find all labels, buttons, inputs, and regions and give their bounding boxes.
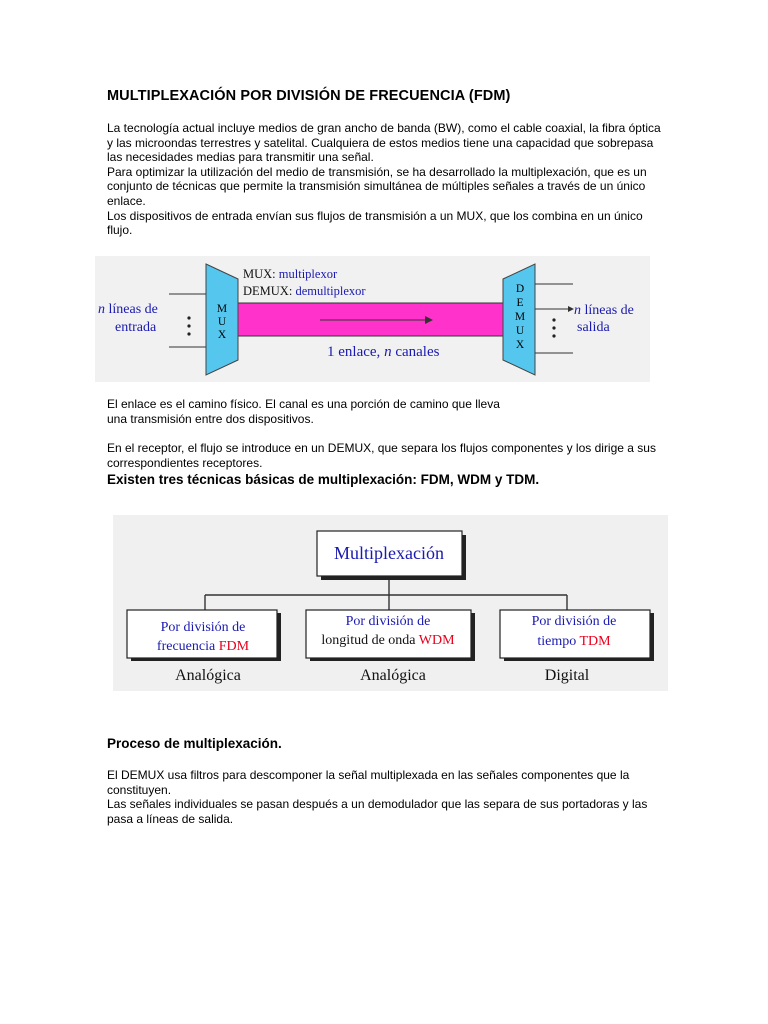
techniques-heading: Existen tres técnicas básicas de multiplexación: FDM, WDM y TDM. bbox=[107, 472, 540, 487]
demux-caption: DEMUX: demultiplexor bbox=[243, 284, 366, 298]
output-dot bbox=[552, 326, 555, 329]
input-lines-label: n líneas de bbox=[98, 302, 158, 317]
receiver-paragraph bbox=[107, 441, 667, 470]
technique-line1: Por división de bbox=[345, 614, 431, 629]
demux-letter: U bbox=[515, 325, 525, 337]
demux-letter: M bbox=[514, 311, 526, 323]
intro-paragraph: Para optimizar la utilización del medio de transmisión, se ha desarrollado la multiplexación, que es un conjunto de técnicas que permite la transmisión simultánea de múltiples señales a través de un único enlace. bbox=[107, 164, 647, 208]
mux-letter: M bbox=[216, 303, 228, 315]
process-paragraph: Las señales individuales se pasan después a un demodulador que las separa de sus portadoras y las pasa a líneas de salida. bbox=[107, 797, 648, 826]
input-dot bbox=[187, 324, 190, 327]
intro-paragraphs bbox=[107, 121, 667, 238]
input-dot bbox=[187, 332, 190, 335]
output-lines-label: n líneas de bbox=[574, 303, 634, 318]
mux-letter: U bbox=[217, 316, 227, 328]
demux-letter: D bbox=[515, 283, 525, 295]
technique-line1: Por división de bbox=[160, 620, 246, 635]
technique-kind: Digital bbox=[544, 667, 590, 684]
process-heading: Proceso de multiplexación. bbox=[107, 736, 282, 751]
demux-letter: E bbox=[516, 297, 524, 309]
multiplexing-types-diagram bbox=[113, 515, 668, 691]
output-dot bbox=[552, 318, 555, 321]
output-dot bbox=[552, 334, 555, 337]
technique-line1: Por división de bbox=[531, 614, 617, 629]
mux-demux-diagram bbox=[95, 256, 650, 382]
technique-line2: longitud de onda WDM bbox=[321, 633, 455, 648]
root-label: Multiplexación bbox=[334, 543, 444, 563]
input-dot bbox=[187, 316, 190, 319]
technique-kind: Analógica bbox=[175, 667, 241, 684]
intro-paragraph: La tecnología actual incluye medios de gran ancho de banda (BW), como el cable coaxial, la fibra óptica y las microondas terrestres y satelital. Cualquiera de estos medios tiene una capacidad que sobrepasa las necesidades medias para transmitir una señal. bbox=[107, 121, 661, 165]
receiver-text: En el receptor, el flujo se introduce en un DEMUX, que separa los flujos componentes y los dirige a sus correspondientes receptores. bbox=[107, 441, 656, 470]
mux-caption: MUX: multiplexor bbox=[243, 267, 338, 281]
intro-paragraph: Los dispositivos de entrada envían sus flujos de transmisión a un MUX, que los combina en un único flujo. bbox=[107, 208, 643, 238]
demux-letter: X bbox=[515, 339, 525, 351]
process-paragraphs bbox=[107, 768, 667, 826]
technique-line2: tiempo TDM bbox=[537, 634, 611, 649]
page-title: MULTIPLEXACIÓN POR DIVISIÓN DE FRECUENCIA (FDM) bbox=[107, 88, 511, 104]
technique-kind: Analógica bbox=[360, 667, 426, 684]
output-lines-label-2: salida bbox=[577, 320, 610, 335]
mux-letter: X bbox=[217, 329, 227, 341]
link-definition bbox=[107, 397, 507, 426]
link-label: 1 enlace, n canales bbox=[327, 344, 440, 360]
process-paragraph: El DEMUX usa filtros para descomponer la señal multiplexada en las señales componentes que la constituyen. bbox=[107, 768, 630, 797]
input-lines-label-2: entrada bbox=[115, 320, 157, 335]
technique-line2: frecuencia FDM bbox=[156, 639, 250, 654]
link-definition-text: El enlace es el camino físico. El canal es una porción de camino que lleva una transmisión entre dos dispositivos. bbox=[107, 397, 500, 426]
